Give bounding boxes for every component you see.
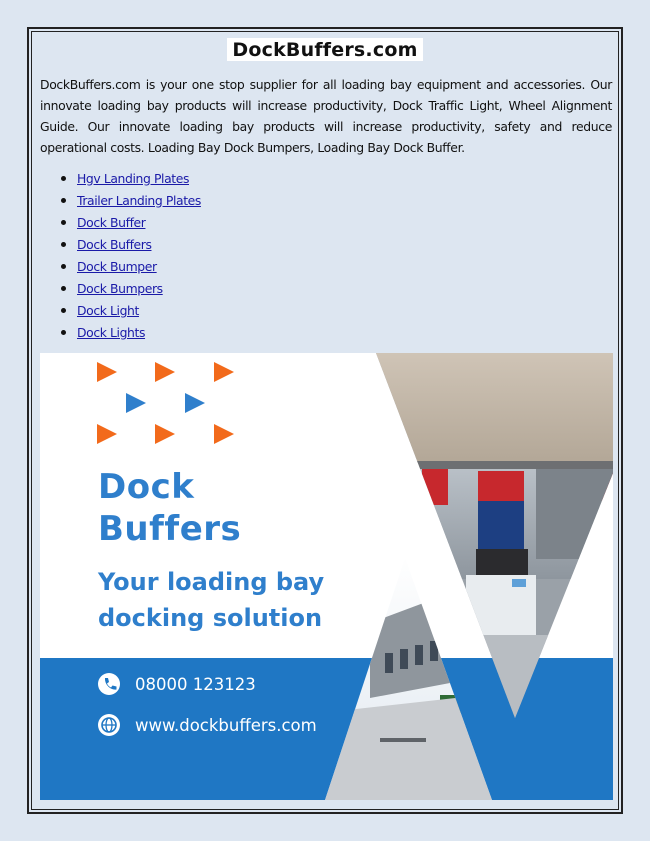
- list-item: [40, 256, 201, 278]
- brand-line-2: Buffers: [98, 509, 242, 549]
- list-item: [40, 322, 201, 344]
- phone-icon: [98, 673, 120, 695]
- list-item: [40, 300, 201, 322]
- title-wrap: [0, 38, 650, 61]
- list-item: [40, 278, 201, 300]
- intro-paragraph: DockBuffers.com is your one stop supplier for all loading bay equipment and accessories. Our innovate loading bay products will increase productivity, Dock Traffic Light, Wheel Alignment Guide. Our innovate loading bay products will increase productivity, safety and reduce operational costs. Loading Bay Dock Bumpers, Loading Bay Dock Buffer.: [40, 77, 612, 155]
- list-item: [40, 190, 201, 212]
- phone-number: 08000 123123: [135, 675, 256, 694]
- link-dock-buffers[interactable]: Dock Buffers: [77, 237, 152, 252]
- tagline-line-1: Your loading bay: [98, 568, 325, 596]
- promo-banner: [40, 353, 613, 800]
- link-dock-bumpers[interactable]: Dock Bumpers: [77, 281, 163, 296]
- link-dock-light[interactable]: Dock Light: [77, 303, 139, 318]
- list-item: [40, 234, 201, 256]
- link-dock-bumper[interactable]: Dock Bumper: [77, 259, 157, 274]
- list-item: [40, 212, 201, 234]
- link-hgv-landing-plates[interactable]: Hgv Landing Plates: [77, 171, 190, 186]
- tagline-line-2: docking solution: [98, 604, 323, 632]
- link-list: [40, 168, 201, 344]
- brand-line-1: Dock: [98, 467, 195, 507]
- document-title: DockBuffers.com: [227, 38, 422, 61]
- list-item: [40, 168, 201, 190]
- link-dock-buffer[interactable]: Dock Buffer: [77, 215, 146, 230]
- play-triangle-icon: [97, 362, 234, 444]
- link-dock-lights[interactable]: Dock Lights: [77, 325, 146, 340]
- website-url: www.dockbuffers.com: [135, 716, 317, 735]
- link-trailer-landing-plates[interactable]: Trailer Landing Plates: [77, 193, 201, 208]
- globe-icon: [98, 714, 120, 736]
